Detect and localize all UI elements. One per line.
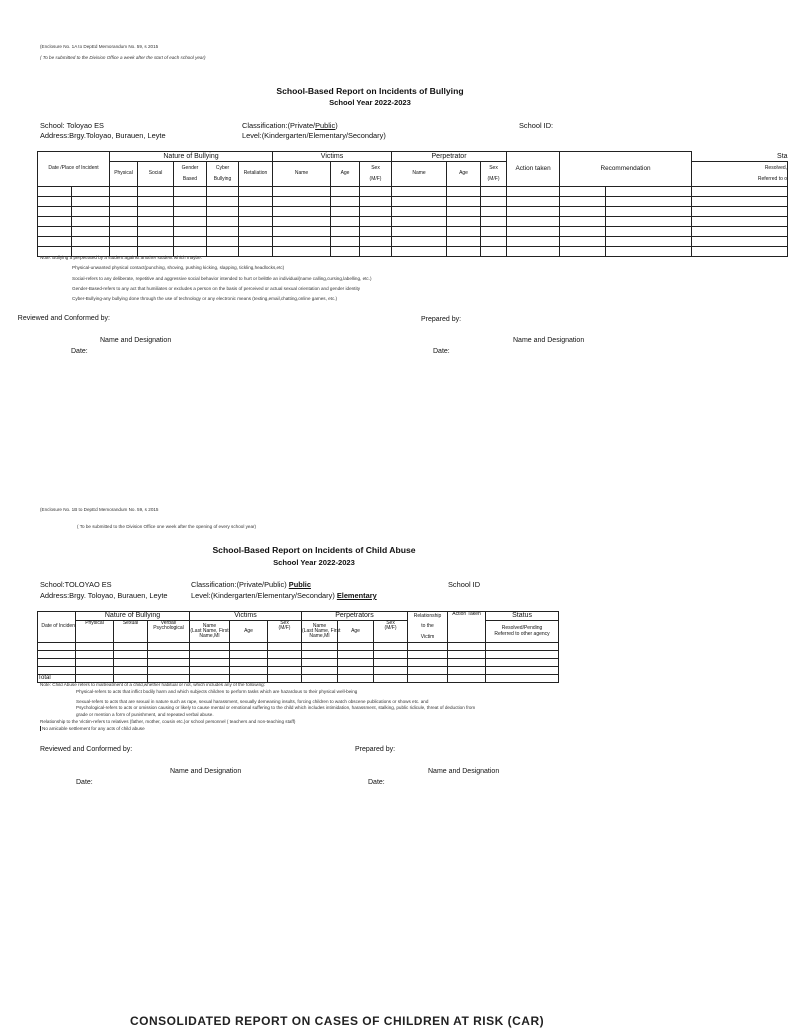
enclosure-note-2: (Enclosure No. 1B to DepEd Memorandum No. 59, s 2015 (40, 507, 159, 512)
reviewed-label-2: Reviewed and Conformed by: (40, 746, 133, 753)
reviewer-name-designation-2: Name and Designation (170, 768, 242, 775)
school-level: Level:(Kindergarten/Elementary/Secondary) (242, 131, 386, 140)
preparer-name-designation-2: Name and Designation (428, 768, 500, 775)
prepared-label-2: Prepared by: (355, 746, 396, 753)
reviewer-date: Date: (71, 348, 88, 355)
col-date-place: Date /Place of Incident (38, 152, 110, 187)
abuse-note-grade: grade or mention a form of punishment, and repeated verbal abuse. (76, 712, 214, 717)
school-name: School: Toloyao ES (40, 121, 104, 130)
col-status-sub-cut: Resolved, Referred to o (692, 162, 788, 187)
bullying-note-physical: Physical-unwanted physical contact(punching, shoving, pushing kicking, slapping, tickling,headlocks,etc) (72, 265, 285, 270)
col-perp-age: Age (447, 162, 481, 187)
col-physical-2: Physical (76, 621, 114, 643)
prepared-label: Prepared by: (421, 316, 462, 323)
report-title-2: School-Based Report on Incidents of Child Abuse (212, 545, 416, 555)
abuse-note-settlement: No amicable settlement for any acts of child abuse (42, 726, 145, 731)
col-action-taken: Action taken (507, 152, 560, 187)
col-retaliation: Retaliation (239, 162, 273, 187)
enclosure-note: (Enclosure No. 1A to DepEd Memorandum No. 59, s 2015 (40, 44, 159, 49)
col-perp-sex-2: Sex (M/F) (374, 621, 408, 643)
school-id-label-2: School ID (448, 580, 481, 589)
col-victims-2: Victims (190, 612, 302, 621)
table-row (38, 659, 559, 667)
col-gender-based: Gender Based (174, 162, 207, 187)
reviewer-name-designation: Name and Designation (100, 337, 172, 344)
col-status-2: Status (486, 612, 559, 621)
col-nature-of-bullying: Nature of Bullying (110, 152, 273, 162)
consolidated-report-title-cut: CONSOLIDATED REPORT ON CASES OF CHILDREN AT RISK (CAR) (130, 1014, 545, 1028)
col-perpetrator: Perpetrator (392, 152, 507, 162)
col-cyber-bullying: Cyber Bullying (207, 162, 239, 187)
total-label: Total (38, 675, 76, 683)
table-row (38, 237, 788, 247)
col-social: Social (138, 162, 174, 187)
classification-2: Classification:(Private/Public) Public (191, 580, 311, 589)
abuse-note-relationship: Relationship to the Victim-refers to relatives (father, mother, cousin etc.)or school personnel ( teachers and non-teaching staff) (40, 719, 296, 724)
col-perp-sex: Sex (M/F) (481, 162, 507, 187)
bullying-table-clip (37, 151, 788, 255)
table-row (38, 207, 788, 217)
table-row (38, 667, 559, 675)
col-nature: Nature of Bullying (76, 612, 190, 621)
school-address: Address:Brgy.Toloyao, Burauen, Leyte (40, 131, 166, 140)
col-relationship: Relationship to the Victim (408, 612, 448, 643)
table-row (38, 197, 788, 207)
table-row (38, 187, 788, 197)
abuse-table (37, 611, 559, 683)
abuse-note-intro: Note: Child Abuse refers to maltreatment of a child,whether habitual or not, which includes any of the following: (40, 682, 265, 687)
reviewed-clip (17, 315, 110, 327)
col-status-cut: Sta (777, 152, 788, 160)
col-victims: Victims (273, 152, 392, 162)
col-sexual: Sexual (114, 621, 148, 643)
col-action-taken-2: Action Taken (448, 612, 486, 643)
col-resolved-referred: Resolved/Pending Referred to other agency (486, 621, 559, 643)
bullying-note-gender: Gender-Based-refers to any act that humiliates or excludes a person on the basis of perceived or actual sexual orientation and gender identity (72, 286, 361, 291)
preparer-date: Date: (433, 348, 450, 355)
col-victim-sex-2: Sex (M/F) (268, 621, 302, 643)
table-row (38, 651, 559, 659)
table-row (38, 227, 788, 237)
col-date-incident: Date of Inciden (38, 612, 76, 643)
school-name-2: School:TOLOYAO ES (40, 580, 112, 589)
preparer-date-2: Date: (368, 779, 385, 786)
abuse-table-clip (37, 611, 560, 686)
school-address-2: Address:Brgy. Toloyao, Burauen, Leyte (40, 591, 168, 600)
abuse-note-sexual: Sexual-refers to acts that are sexual in nature such as rape, sexual harassment, sexually demeaning insults, forcing children to watch obscene publications or shows etc. and (76, 699, 429, 704)
bullying-table (37, 151, 788, 257)
bullying-note-social: Social-refers to any deliberate, repetitive and aggressive social behavior intended to hurt or belittle an individual(name calling,cursing,labelling, etc.) (72, 276, 372, 281)
submission-note: ( To be submitted to the Division Office a week after the start of each school year) (40, 55, 206, 60)
table-row (38, 643, 559, 651)
col-perpetrators-2: Perpetrators (302, 612, 408, 621)
report-title: School-Based Report on Incidents of Bullying (276, 86, 464, 96)
abuse-note-physical: Physical-refers to acts that inflict bodily harm and which subjects children to perform tasks which are hazardous to their physical well-being (76, 689, 358, 694)
school-level-2: Level:(Kindergarten/Elementary/Secondary) Elementary (191, 591, 377, 600)
col-victim-name: Name (273, 162, 331, 187)
col-verbal-psych: Verbal/ Psychological (148, 621, 190, 643)
col-victim-age-2: Age (230, 621, 268, 643)
bullying-note-intro: Note: Bullying a perpetrated by a student against another student which maybe: (40, 255, 202, 260)
school-id-label: School ID: (519, 121, 554, 130)
submission-note-2: ( To be submitted to the Division Office one week after the opening of every school year) (77, 524, 257, 529)
school-year: School Year 2022-2023 (329, 98, 411, 107)
col-perp-name: Name (392, 162, 447, 187)
col-perp-age-2: Age (338, 621, 374, 643)
preparer-name-designation: Name and Designation (513, 337, 585, 344)
col-victim-age: Age (331, 162, 360, 187)
col-victim-name-2: Name (Last Name, First Name,MI (190, 621, 230, 643)
abuse-note-psychological: Psychological-refers to acts or omission causing or likely to cause mental or emotional suffering to the child which includes intimidation, harassment, stalking, public ridicule, threat of deduction from (76, 705, 476, 710)
bullying-note-cyber: Cyber-Bullying-any bullying done through the use of technology or any electronic means (texting,email,chatting,online games, etc.) (72, 296, 338, 301)
school-year-2: School Year 2022-2023 (273, 558, 355, 567)
col-perp-name-2: Name (Last Name, First Name,MI (302, 621, 338, 643)
col-victim-sex: Sex (M/F) (360, 162, 392, 187)
reviewer-date-2: Date: (76, 779, 93, 786)
classification: Classification:(Private/Public) (242, 121, 338, 130)
col-recommendation: Recommendation (560, 152, 692, 187)
reviewed-label: Reviewed and Conformed by: (17, 315, 110, 322)
table-row (38, 217, 788, 227)
col-physical: Physical (110, 162, 138, 187)
